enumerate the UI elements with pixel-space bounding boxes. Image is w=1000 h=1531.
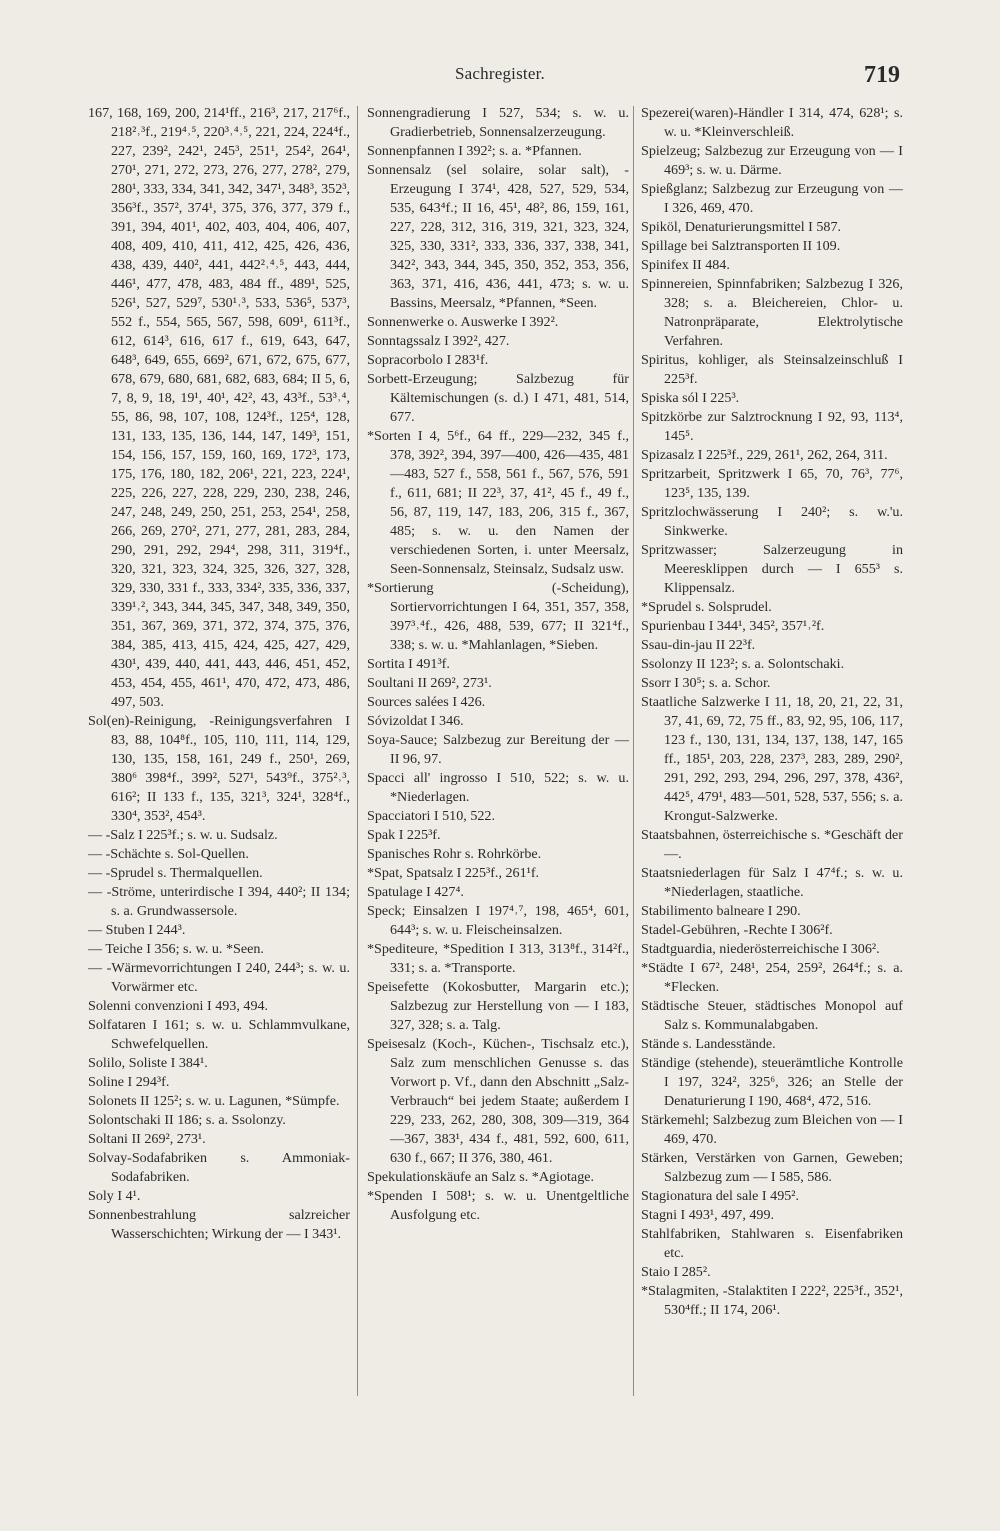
index-entry: Staatliche Salzwerke I 11, 18, 20, 21, 22, 31, 37, 41, 69, 72, 75 ff., 83, 92, 95, 106, 117, 123 f., 130, 131, 134, 137, 138, 147, 165 ff., 185¹, 203, 228, 237³, 283, 289, 290², 291, 292, 293, 294, 296, 297, 378, 436², 442⁵, 479¹, 483—501, 528, 537, 556; s. a. Krongut-Salzwerke. — [641, 694, 903, 824]
index-entry: Spillage bei Salztransporten II 109. — [641, 238, 841, 254]
index-entry: Spacciatori I 510, 522. — [367, 808, 495, 824]
index-entry: — -Sprudel s. Thermalquellen. — [88, 865, 263, 881]
running-header: Sachregister. — [455, 64, 545, 83]
index-entry: Sopracorbolo I 283¹f. — [367, 352, 489, 368]
index-entry: Ständige (stehende), steuerämtliche Kontrolle I 197, 324², 325⁶, 326; an Stelle der Denaturierung I 190, 468⁴, 472, 516. — [641, 1055, 903, 1109]
index-entry: Spatulage I 427⁴. — [367, 884, 464, 900]
index-entry: Staatsbahnen, österreichische s. *Geschäft der —. — [641, 827, 903, 862]
index-entry: Speisefette (Kokosbutter, Margarin etc.); Salzbezug zur Herstellung von — I 183, 327, 328; s. a. Talg. — [367, 979, 629, 1033]
index-entry: Spritzlochwässerung I 240²; s. w.'u. Sinkwerke. — [641, 504, 903, 539]
index-entry: — -Ströme, unterirdische I 394, 440²; II 134; s. a. Grundwassersole. — [88, 884, 350, 919]
index-entry: Sortita I 491³f. — [367, 656, 450, 672]
index-entry: Spinifex II 484. — [641, 257, 730, 273]
index-entry: Ssau-din-jau II 22³f. — [641, 637, 756, 653]
index-entry: Soly I 4¹. — [88, 1188, 141, 1204]
index-entry: Spritzarbeit, Spritzwerk I 65, 70, 76³, 77⁶, 123⁵, 135, 139. — [641, 466, 903, 501]
index-entry: *Spenden I 508¹; s. w. u. Unentgeltliche Ausfolgung etc. — [367, 1188, 629, 1223]
index-entry: *Städte I 67², 248¹, 254, 259², 264⁴f.; s. a. *Flecken. — [641, 960, 903, 995]
index-entry: Spurienbau I 344¹, 345², 357¹˒²f. — [641, 618, 825, 634]
index-entry: Staatsniederlagen für Salz I 47⁴f.; s. w. u. *Niederlagen, staatliche. — [641, 865, 903, 900]
index-entry: *Spat, Spatsalz I 225³f., 261¹f. — [367, 865, 540, 881]
index-entry: Stabilimento balneare I 290. — [641, 903, 801, 919]
index-entry: *Sorten I 4, 5⁶f., 64 ff., 229—232, 345 f., 378, 392², 394, 397—400, 426—435, 481—483, 527 f., 558, 561 f., 567, 576, 591 f., 611, 681; II 22³, 37, 41², 45 f., 49 f., 56, 87, 119, 147, 183, 206, 315 f., 367, 485; s. w. u. den Namen der verschiedenen Sorten, i. unter Meersalz, Seen-Sonnensalz, Steinsalz, Sudsalz usw. — [367, 428, 629, 577]
index-entry: Stände s. Landesstände. — [641, 1036, 776, 1052]
index-entry: *Sprudel s. Solsprudel. — [641, 599, 772, 615]
index-entry: Spinnereien, Spinnfabriken; Salzbezug I 326, 328; s. a. Bleichereien, Chlor- u. Natronpräparate, Elektrolytische Verfahren. — [641, 276, 903, 349]
index-entry: Ssorr I 30⁵; s. a. Schor. — [641, 675, 771, 691]
index-entry: Spielzeug; Salzbezug zur Erzeugung von — I 469³; s. w. u. Därme. — [641, 143, 903, 178]
index-entry: Sol(en)-Reinigung, -Reinigungsverfahren I 83, 88, 104⁸f., 105, 110, 111, 114, 129, 130, 135, 158, 161, 249 f., 250¹, 269, 380⁶ 398⁴f., 399², 527¹, 543⁹f., 375²˒³, 616²; II 133 f., 135, 321³, 324¹, 328⁴f., 330⁴, 353², 454³. — [88, 713, 350, 824]
index-entry: Stagionatura del sale I 495². — [641, 1188, 800, 1204]
index-entry: Soltani II 269², 273¹. — [88, 1131, 206, 1147]
index-entry: Stadtguardia, niederösterreichische I 306². — [641, 941, 880, 957]
index-entry: Spacci all' ingrosso I 510, 522; s. w. u. *Niederlagen. — [367, 770, 629, 805]
index-entry: Spanisches Rohr s. Rohrkörbe. — [367, 846, 542, 862]
index-entry: 167, 168, 169, 200, 214¹ff., 216³, 217, 217⁶f., 218²˒³f., 219⁴˒⁵, 220³˒⁴˒⁵, 221, 224, 224⁴f., 227, 239², 242¹, 245³, 251¹, 254², 264¹, 270¹, 271, 272, 273, 276, 277, 278², 279, 280¹, 333, 334, 341, 342, 347¹, 348³, 352³, 356³f., 357², 374¹, 375, 376, 377, 379 f., 391, 394, 401¹, 402, 403, 404, 406, 407, 408, 409, 410, 411, 412, 425, 426, 436, 438, 439, 440², 441, 442²˒⁴˒⁵, 443, 444, 446¹, 477, 478, 483, 484 ff., 489¹, 525, 526¹, 527, 529⁷, 530¹˒³, 533, 536⁵, 537³, 552 f., 554, 565, 567, 598, 609¹, 611³f., 612, 614³, 616, 617 f., 619, 643, 647, 648³, 649, 655, 669², 671, 672, 675, 677, 678, 679, 680, 681, 682, 683, 684; II 5, 6, 7, 8, 9, 18, 19¹, 40¹, 42², 43, 43³f., 53³˒⁴, 55, 86, 98, 107, 108, 124³f., 125⁴, 128, 131, 133, 135, 136, 144, 147, 149³, 151, 154, 156, 157, 159, 160, 169, 172³, 173, 175, 176, 180, 182, 206¹, 221, 223, 224¹, 225, 226, 227, 228, 229, 230, 238, 246, 247, 248, 249, 250, 251, 253, 254¹, 258, 266, 269, 270², 271, 277, 281, 283, 284, 290, 291, 292, 294⁴, 298, 311, 319⁴f., 320, 321, 323, 324, 325, 326, 327, 328, 329, 330, 331 f., 333, 334², 335, 336, 337, 339¹˒², 343, 344, 345, 347, 348, 349, 350, 351, 367, 369, 371, 372, 374, 375, 376, 384, 385, 413, 415, 424, 425, 427, 429, 430¹, 439, 440, 441, 443, 446, 451, 452, 453, 454, 455, 461¹, 470, 472, 473, 486, 497, 503. — [88, 105, 350, 710]
index-entry: Spießglanz; Salzbezug zur Erzeugung von — I 326, 469, 470. — [641, 181, 903, 216]
index-entry: Solvay-Sodafabriken s. Ammoniak-Sodafabriken. — [88, 1150, 350, 1185]
index-column-right — [641, 104, 903, 1320]
index-entry: — Stuben I 244³. — [88, 922, 186, 938]
index-entry: — -Wärmevorrichtungen I 240, 244³; s. w. u. Vorwärmer etc. — [88, 960, 350, 995]
index-entry: Spitzkörbe zur Salztrocknung I 92, 93, 113⁴, 145⁵. — [641, 409, 903, 444]
index-entry: Spezerei(waren)-Händler I 314, 474, 628¹; s. w. u. *Kleinverschleiß. — [641, 105, 903, 140]
index-entry: Sonnenbestrahlung salzreicher Wasserschichten; Wirkung der — I 343¹. — [88, 1207, 350, 1242]
index-entry: Sorbett-Erzeugung; Salzbezug für Kältemischungen (s. d.) I 471, 481, 514, 677. — [367, 371, 629, 425]
index-entry: Spiritus, kohliger, als Steinsalzeinschluß I 225³f. — [641, 352, 903, 387]
index-entry: — -Salz I 225³f.; s. w. u. Sudsalz. — [88, 827, 278, 843]
index-column-middle — [367, 104, 629, 1225]
index-entry: Staio I 285². — [641, 1264, 711, 1280]
column-divider-1 — [357, 106, 358, 1396]
column-divider-2 — [633, 106, 634, 1396]
index-entry: Sóvizoldat I 346. — [367, 713, 464, 729]
index-entry: Solonets II 125²; s. w. u. Lagunen, *Sümpfe. — [88, 1093, 340, 1109]
index-entry: Sonnengradierung I 527, 534; s. w. u. Gradierbetrieb, Sonnensalzerzeugung. — [367, 105, 629, 140]
index-entry: Stärkemehl; Salzbezug zum Bleichen von — I 469, 470. — [641, 1112, 903, 1147]
index-entry: Solontschaki II 186; s. a. Ssolonzy. — [88, 1112, 286, 1128]
index-entry: Spiköl, Denaturierungsmittel I 587. — [641, 219, 842, 235]
page-number: 719 — [864, 62, 900, 88]
index-entry: Stagni I 493¹, 497, 499. — [641, 1207, 775, 1223]
index-entry: Spekulationskäufe an Salz s. *Agiotage. — [367, 1169, 595, 1185]
index-entry: *Sortierung (-Scheidung), Sortiervorrichtungen I 64, 351, 357, 358, 397³˒⁴f., 426, 488, 539, 677; II 321⁴f., 338; s. w. u. *Mahlanlagen, *Sieben. — [367, 580, 629, 653]
index-entry: Sonnenwerke o. Auswerke I 392². — [367, 314, 559, 330]
index-entry: Städtische Steuer, städtisches Monopol auf Salz s. Kommunalabgaben. — [641, 998, 903, 1033]
index-entry: Ssolonzy II 123²; s. a. Solontschaki. — [641, 656, 845, 672]
index-entry: Spritzwasser; Salzerzeugung in Meeresklippen durch — I 655³ s. Klippensalz. — [641, 542, 903, 596]
index-entry: Soultani II 269², 273¹. — [367, 675, 492, 691]
index-entry: Stadel-Gebühren, -Rechte I 306²f. — [641, 922, 833, 938]
index-entry: Speck; Einsalzen I 197⁴˒⁷, 198, 465⁴, 601, 644³; s. w. u. Fleischeinsalzen. — [367, 903, 629, 938]
index-entry: Sonnenpfannen I 392²; s. a. *Pfannen. — [367, 143, 582, 159]
index-entry: — -Schächte s. Sol-Quellen. — [88, 846, 249, 862]
index-entry: — Teiche I 356; s. w. u. *Seen. — [88, 941, 264, 957]
index-entry: Sonnensalz (sel solaire, solar salt), -Erzeugung I 374¹, 428, 527, 529, 534, 535, 643⁴f.; II 16, 45¹, 48², 86, 159, 161, 227, 228, 312, 316, 319, 321, 323, 324, 325, 330, 331², 333, 336, 337, 338, 341, 342², 343, 344, 345, 350, 352, 353, 356, 363, 371, 416, 436, 441, 473; s. w. u. Bassins, Meersalz, *Pfannen, *Seen. — [367, 162, 629, 311]
index-entry: Spizasalz I 225³f., 229, 261¹, 262, 264, 311. — [641, 447, 888, 463]
index-entry: Soya-Sauce; Salzbezug zur Bereitung der — II 96, 97. — [367, 732, 629, 767]
index-column-left — [88, 104, 350, 1244]
index-entry: *Spediteure, *Spedition I 313, 313⁸f., 314²f., 331; s. a. *Transporte. — [367, 941, 629, 976]
index-entry: Soline I 294³f. — [88, 1074, 170, 1090]
index-entry: Stahlfabriken, Stahlwaren s. Eisenfabriken etc. — [641, 1226, 903, 1261]
index-entry: *Stalagmiten, -Stalaktiten I 222², 225³f., 352¹, 530⁴ff.; II 174, 206¹. — [641, 1283, 903, 1318]
index-entry: Solenni convenzioni I 493, 494. — [88, 998, 269, 1014]
index-entry: Stärken, Verstärken von Garnen, Geweben; Salzbezug zum — I 585, 586. — [641, 1150, 903, 1185]
index-entry: Sonntagssalz I 392², 427. — [367, 333, 510, 349]
index-entry: Speisesalz (Koch-, Küchen-, Tischsalz etc.), Salz zum menschlichen Genusse s. das Vorwort p. Vf., dann den Abschnitt „Salz-Verbrauch“ bei jedem Staate; außerdem I 229, 233, 262, 280, 308, 309—319, 364 —367, 383¹, 434 f., 481, 592, 600, 611, 630 f., 667; II 376, 380, 461. — [367, 1036, 629, 1166]
index-entry: Spiska sól I 225³. — [641, 390, 740, 406]
index-entry: Spak I 225³f. — [367, 827, 441, 843]
index-entry: Solfataren I 161; s. w. u. Schlammvulkane, Schwefelquellen. — [88, 1017, 350, 1052]
index-entry: Solilo, Soliste I 384¹. — [88, 1055, 208, 1071]
index-entry: Sources salées I 426. — [367, 694, 486, 710]
